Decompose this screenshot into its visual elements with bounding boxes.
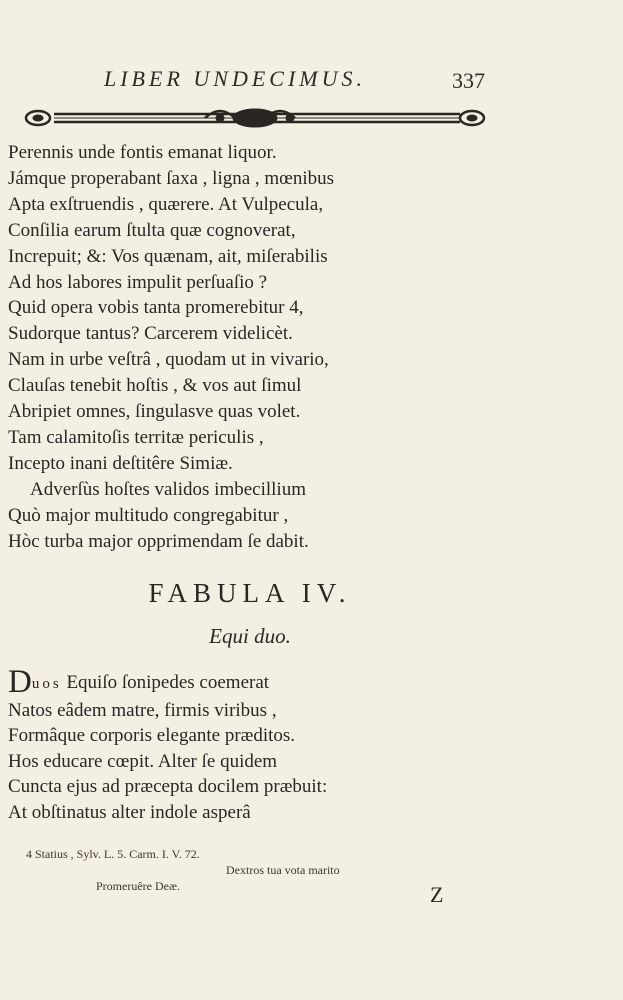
verse-line: At obſtinatus alter indole asperâ: [8, 801, 251, 823]
fable-subtitle: Equi duo.: [209, 624, 291, 648]
running-title: LIBER UNDECIMUS.: [104, 66, 366, 91]
footnote-citation: 4 Statius , Sylv. L. 5. Carm. I. V. 72.: [26, 847, 200, 861]
drop-cap: D: [8, 664, 32, 700]
verse-line: Tam calamitoſis territæ periculis ,: [8, 426, 264, 448]
verse-line: Ad hos labores impulit perſuaſio ?: [8, 271, 268, 293]
fable-first-line: [8, 664, 428, 700]
verse-line: Conſilia earum ſtulta quæ cognoverat,: [8, 219, 296, 241]
verse-line: Nam in urbe veſtrâ , quodam ut in vivario,: [8, 349, 329, 371]
verse-line: Incepto inani deſtitêre Simiæ.: [8, 452, 233, 474]
verse-block: [8, 140, 428, 555]
verse-line: Jámque properabant ſaxa , ligna , mœnibus: [8, 167, 335, 189]
verse-line: Apta exſtruendis , quærere. At Vulpecula,: [8, 193, 324, 215]
signature-mark: Z: [430, 882, 444, 907]
ornamental-rule: [20, 104, 490, 132]
page-header: [0, 66, 623, 96]
verse-line: Cuncta ejus ad præcepta docilem præbuit:: [8, 776, 328, 798]
verse-line: Hos educare cœpit. Alter ſe quidem: [8, 750, 278, 772]
first-word-smallcaps: uos: [31, 676, 62, 692]
fable-text: [8, 664, 428, 826]
verse-line: Natos eâdem matre, firmis viribus ,: [8, 699, 277, 721]
verse-line: Clauſas tenebit hoſtis , & vos aut ſimul: [8, 375, 302, 397]
footnote: [26, 846, 406, 894]
footnote-quote-line: Promeruêre Deæ.: [96, 879, 180, 893]
verse-line: Perennis unde fontis emanat liquor.: [8, 142, 277, 163]
page-number: 337: [452, 68, 485, 93]
footnote-quote-line: Dextros tua vota marito: [226, 863, 340, 877]
verse-line: Sudorque tantus? Carcerem videlicèt.: [8, 323, 293, 345]
verse-line: Hòc turba major opprimendam ſe dabit.: [8, 530, 309, 552]
verse-line: Increpuit; &: Vos quænam, ait, miſerabilis: [8, 245, 328, 267]
fable-heading: FABULA IV.: [148, 578, 352, 608]
verse-line: Quid opera vobis tanta promerebitur 4,: [8, 297, 304, 319]
verse-line: Quò major multitudo congregabitur ,: [8, 504, 289, 526]
verse-line: Adverſùs hoſtes validos imbecillium: [30, 478, 306, 500]
first-line-rest: Equiſo ſonipedes coemerat: [61, 672, 270, 693]
verse-line: Formâque corporis elegante præditos.: [8, 725, 296, 747]
verse-line: Abripiet omnes, ſingulasve quas volet.: [8, 401, 301, 423]
